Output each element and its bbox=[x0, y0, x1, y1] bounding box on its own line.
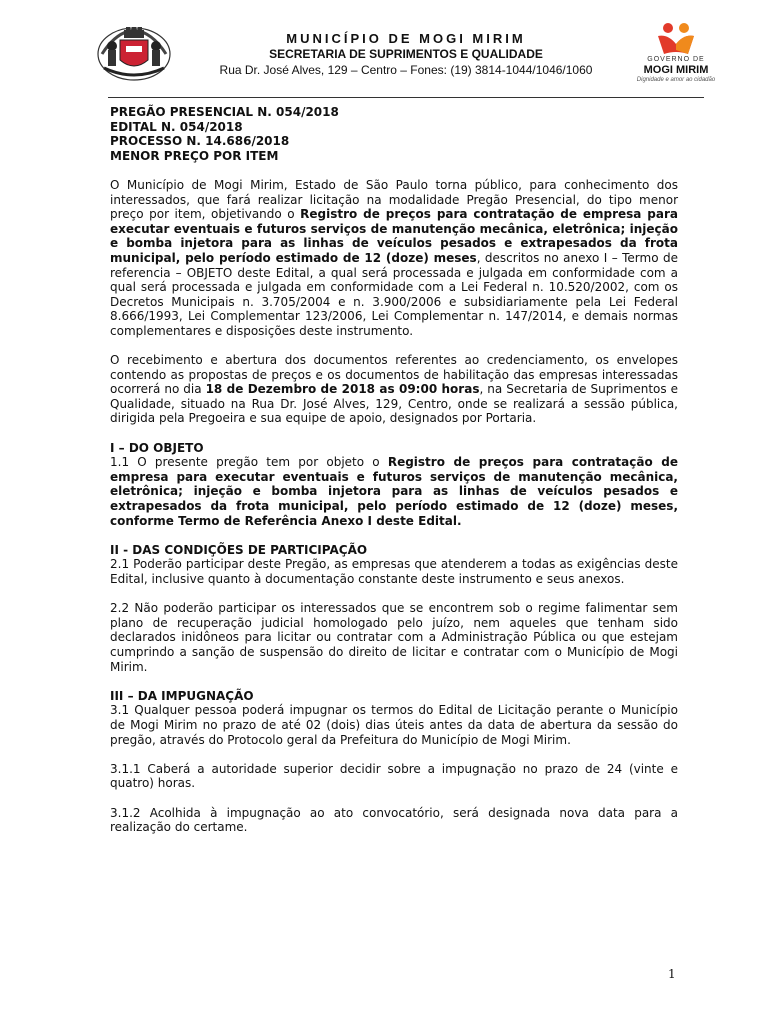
opening-paragraph bbox=[110, 353, 678, 426]
address-line: Rua Dr. José Alves, 129 – Centro – Fones: (19) 3814-1044/1046/1060 bbox=[219, 63, 593, 77]
department-name: SECRETARIA DE SUPRIMENTOS E QUALIDADE bbox=[269, 47, 543, 61]
section-title-objeto: I – DO OBJETO bbox=[110, 440, 204, 455]
participacao-2-2: 2.2 Não poderão participar os interessados que se encontrem sob o regime falimentar sem plano de recuperação judicial homologado pelo juízo, nem aqueles que tenham sido declarados inidôneos para licitar ou contratar com a Administração Pública ou que estejam cumprindo a sanção de suspensão do direito de licitar e contratar com o Município de Mogi Mirim. bbox=[110, 601, 678, 674]
objeto-text-bold: Registro de preços para contratação de empresa para executar eventuais e futuros serviços de manutenção mecânica, eletrônica; injeção e bomba injetora para as linhas de veículos pesados e extrapesados da frota municipal, pelo período estimado de 12 (doze) meses, conforme Termo de Referência Anexo I deste Edital. bbox=[110, 455, 678, 528]
heading-line-criterio: MENOR PREÇO POR ITEM bbox=[110, 148, 279, 163]
intro-object-bold: Registro de preços para contratação de empresa para executar eventuais e futuros serviços de manutenção mecânica, eletrônica; injeção e bomba injetora para as linhas de veículos pesados e extrapesados da frota municipal, pelo período estimado de 12 (doze) meses bbox=[110, 207, 678, 265]
section-title-impugnacao: III – DA IMPUGNAÇÃO bbox=[110, 688, 254, 703]
objeto-paragraph bbox=[110, 455, 678, 528]
opening-text-c: , na Secretaria de Suprimentos e Qualidade, situado na Rua Dr. José Alves, 129, Centro, onde se realizará a sessão pública, dirigida pela Pregoeira e sua equipe de apoio, designados por Portaria. bbox=[110, 382, 678, 426]
page-number: 1 bbox=[668, 967, 676, 981]
opening-text-a: O recebimento e abertura dos documentos referentes ao credenciamento, os envelopes contendo as propostas de preços e os documentos de habilitação das empresas interessadas ocorrerá no dia bbox=[110, 353, 678, 397]
heading-line-edital: EDITAL N. 054/2018 bbox=[110, 119, 243, 134]
letterhead bbox=[178, 30, 634, 78]
participacao-2-1: 2.1 Poderão participar deste Pregão, as empresas que atenderem a todas as exigências deste Edital, inclusive quanto à documentação constante deste instrumento e seus anexos. bbox=[110, 557, 678, 586]
intro-paragraph bbox=[110, 178, 678, 339]
impugnacao-3-1: 3.1 Qualquer pessoa poderá impugnar os termos do Edital de Licitação perante o Município de Mogi Mirim no prazo de até 02 (dois) dias úteis antes da data de abertura da sessão do pregão, através do Protocolo geral da Prefeitura do Município de Mogi Mirim. bbox=[110, 703, 678, 747]
objeto-text-a: 1.1 O presente pregão tem por objeto o bbox=[110, 455, 388, 470]
impugnacao-3-1-1: 3.1.1 Caberá a autoridade superior decidir sobre a impugnação no prazo de 24 (vinte e quatro) horas. bbox=[110, 761, 678, 791]
opening-date-bold: 18 de Dezembro de 2018 as 09:00 horas bbox=[205, 382, 480, 397]
header-divider bbox=[108, 97, 704, 98]
section-title-participacao: II - DAS CONDIÇÕES DE PARTICIPAÇÃO bbox=[110, 542, 368, 557]
impugnacao-3-1-2: 3.1.2 Acolhida à impugnação ao ato convocatório, será designada nova data para a realização do certame. bbox=[110, 805, 678, 835]
intro-text-a: O Município de Mogi Mirim, Estado de São Paulo torna público, para conhecimento dos interessados, que fará realizar licitação na modalidade Pregão Presencial, do tipo menor preço por item, objetivando o bbox=[110, 177, 678, 222]
government-logo-text bbox=[636, 56, 716, 84]
gov-logo-name: MOGI MIRIM bbox=[643, 64, 709, 76]
edital-body bbox=[110, 105, 678, 835]
gov-logo-top: GOVERNO DE bbox=[647, 56, 705, 63]
gov-logo-slogan: Dignidade e amor ao cidadão bbox=[636, 77, 716, 83]
coat-of-arms-icon bbox=[96, 24, 172, 84]
intro-text-c: , descritos no anexo I – Termo de referencia – OBJETO deste Edital, a qual será processada e julgada em conformidade com a qual será processada e julgada em conformidade com a Lei Federal n. 10.520/2002, com os Decretos Municipais n. 3.705/2004 e n. 3.900/2006 e subsidiariamente pela Lei Federal 8.666/1993, Lei Complementar 123/2006, Lei Complementar n. 147/2014, e demais normas complementares e disposições deste instrumento. bbox=[110, 250, 678, 338]
heading-line-pregao: PREGÃO PRESENCIAL N. 054/2018 bbox=[110, 105, 339, 119]
heading-line-processo: PROCESSO N. 14.686/2018 bbox=[110, 134, 290, 149]
municipality-title: MUNICÍPIO DE MOGI MIRIM bbox=[286, 31, 526, 46]
